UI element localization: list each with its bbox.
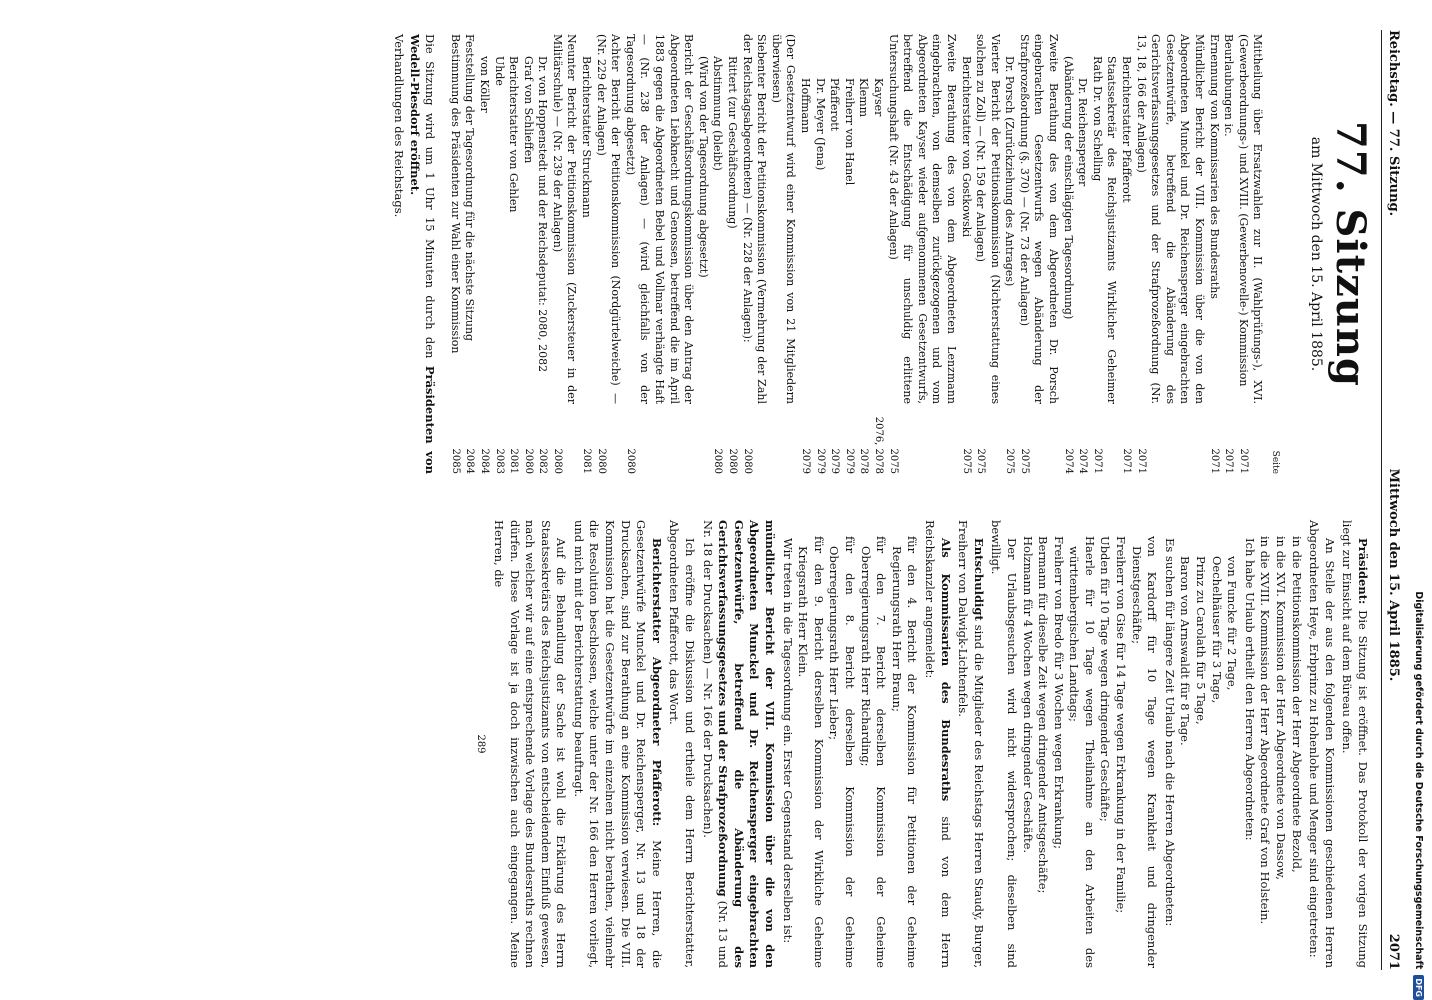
long-leave-entry: Freiherr von Bredo für 3 Wochen wegen Erkrankung; (1051, 536, 1066, 849)
toc-entry (870, 34, 885, 474)
toc-list (447, 34, 1264, 474)
toc-entry-page: 2075 (960, 448, 972, 474)
toc-entry-page: 2074 (1077, 448, 1089, 474)
toc-entry (885, 34, 958, 474)
toc-entry-page: 2075 (975, 448, 987, 474)
long-leave-entry: von Kardorff für 10 Tage wegen Krankheit und dringender Dienstgeschäfte; (1129, 536, 1160, 968)
toc-entry (579, 34, 594, 474)
long-leave-entry: Holzmann für 4 Wochen wegen dringender Geschäfte. (1020, 536, 1035, 854)
toc-entry (768, 34, 797, 474)
toc-entry-page: 2079 (800, 448, 811, 474)
commissioners-list (795, 520, 920, 968)
toc-entry (520, 34, 535, 474)
toc-entry-page: 2082 (537, 448, 549, 474)
paragraph-5: Der Urlaubsgesuchen wird nicht widersprochen; dieselben sind bewilligt. (989, 520, 1019, 968)
toc-entry-page: 2080 (551, 448, 563, 474)
excused-label: Entschuldigt (971, 538, 986, 621)
commissioner-entry: für den 4. Bericht der Kommission für Petitionen der Geheime Regierungsrath Herr Braun; (889, 536, 920, 968)
toc-entry-text: Mittheilung über Ersatzwahlen zur II. (Wahlprüfungs-), XVI. (Gewerbeordnungs-) und XVIII. (Gewerbenovelle-) Kommission (1236, 34, 1265, 404)
digitization-credit: Digitalisierung gefördert durch die Deutsche Forschungsgemeinschaft (1413, 591, 1425, 970)
proceedings-column (473, 520, 1370, 968)
toc-entry (724, 34, 739, 474)
running-header (1381, 30, 1404, 970)
toc-entry-text: Siebenter Bericht der Petitionskommission (Vermehrung der Zahl der Reichstagsabgeordneten) — (Nr. 228 der Anlagen): (740, 34, 769, 404)
paragraph-9-text: (Nr. 13 und Nr. 18 der Drucksachen) — Nr. 166 der Drucksachen). (700, 520, 731, 969)
toc-entry-page: 2075 (1004, 448, 1016, 474)
toc-entry (1206, 34, 1221, 474)
toc-entry-text: Kayser (871, 78, 885, 117)
toc-entry-text: Freiherr von Hanel (842, 78, 856, 186)
toc-entry-text: Bestimmung des Präsidenten zur Wahl einer Kommission (448, 34, 462, 354)
toc-entry-text: Hoffmann (799, 78, 812, 134)
toc-entry (1002, 34, 1017, 474)
toc-entry-page: 2078 (858, 448, 870, 474)
toc-entry-text: Bericht der Geschäftsordnungskommission über den Antrag der Abgeordneten Liebknecht und Genossen, betreffend die im April 1883 gegen die Abgeordneten Bebel und Vollmar verhängte Haft — (Nr. 238 der Anlagen) — (wird gleichfalls von der Tagesordnung abgesetzt) (623, 34, 696, 404)
toc-entry-text: Dr. Reichensperger (1076, 78, 1090, 187)
paragraph-1 (1339, 520, 1370, 968)
session-title: 77. Sitzung (1327, 121, 1374, 387)
toc-entry-text: Abstimmung (bleibt) (711, 56, 725, 171)
toc-entry-text: Staatssekretär des Reichsjustizamts Wirklicher Geheimer Rath Dr. von Schelling (1090, 56, 1119, 404)
toc-entry (1133, 34, 1206, 474)
toc-entry (491, 34, 506, 474)
toc-entry-text: (Wird von der Tagesordnung abgesetzt) (696, 56, 710, 278)
toc-entry-text: von Köller (477, 56, 491, 113)
toc-entry (462, 34, 477, 474)
toc-entry-text: Mündlicher Bericht der VIII. Kommission über die von den Abgeordneten Munckel und Dr. Reichensperger eingebrachten Gesetzentwürfe, betreffend die Abänderung des Gerichtsverfassungsgesetzes und der Strafprozeßordnung (Nr. 13, 18, 166 der Anlagen) (1134, 34, 1207, 404)
header-center: Mittwoch den 15. April 1885. (1386, 468, 1402, 682)
toc-entry (1118, 34, 1133, 474)
toc-entry-page: 2080 (727, 448, 739, 474)
leave-entry: Oechelhäuser für 3 Tage, (1209, 556, 1224, 704)
commissioner-entry: für den 7. Bericht derselben Kommission der Geheime Oberregierungsrath Herr Richarding; (858, 536, 889, 968)
speaker-rapporteur: Berichterstatter Abgeordneter Pfafferott: (649, 538, 664, 827)
paragraph-7 (921, 520, 952, 968)
paragraph-4: Es suchen für längere Zeit Urlaub nach die Herren Abgeordneten: (1162, 538, 1177, 927)
toc-entry-page: 2084 (478, 448, 490, 474)
toc-entry (1075, 34, 1090, 474)
toc-entry (958, 34, 973, 474)
table-of-contents-column (390, 34, 1282, 474)
toc-entry-page: 2071 (1091, 448, 1103, 474)
long-leave-entry: Ubden für 10 Tage wegen dringender Geschäfte; (1098, 536, 1113, 822)
toc-entry (739, 34, 768, 474)
toc-entry-page: 2074 (1062, 448, 1074, 474)
toc-entry (476, 34, 491, 474)
opening-suffix: Verhandlungen des Reichstags. (391, 34, 406, 218)
header-left: Reichstag. — 77. Sitzung. (1386, 30, 1402, 217)
toc-entry (710, 34, 725, 474)
session-date: am Mittwoch den 15. April 1885. (1308, 136, 1324, 372)
commission-entry: in die XVIII. Kommission der Herr Abgeordnete Graf von Holstein. (1258, 536, 1273, 925)
agenda-item-title: mündlicher Bericht der VIII. Kommission über die von den Abgeordneten Munckel und Dr. Reichensperger eingebrachten Gesetzentwürfe, betreffend die Abänderung des Gerichtsverfassungsgesetzes und der Strafprozeßordnung (716, 520, 778, 968)
toc-entry-page: 2081 (508, 448, 520, 474)
paragraph-11 (570, 520, 664, 968)
toc-entry-text: Ernennung von Kommissarien des Bundesraths (1207, 34, 1221, 299)
toc-entry-page: 2081 (581, 448, 593, 474)
leave-entry: Baron von Arnswaldt für 8 Tage. (1178, 556, 1193, 746)
paragraph-12: Auf die Behandlung der Sache ist wohl die Erklärung des Herrn Staatssekretärs des Reichsjustizamts von entscheidendem Einfluß gewesen, nach welcher wir auf eine entsprechende Vorlage des Bundesraths rechnen dürfen. Diese Vorlage ist ja doch inzwischen auch eingegangen. Meine Herren, die (491, 520, 569, 968)
toc-entry-text: Achter Bericht der Petitionskommission (Nordgürtelweiche) — (Nr. 229 der Anlagen) (594, 34, 623, 404)
toc-entry-text: Vierter Bericht der Petitionskommission (Nichterstattung eines solchen zu Zoll) — (Nr. 159 der Anlagen) (974, 34, 1002, 404)
header-page-number: 2071 (1386, 933, 1402, 970)
leave-entry: von Funcke für 2 Tage, (1225, 556, 1240, 691)
toc-entry-page: 2075 (1018, 448, 1030, 474)
toc-entry-page: 2085 (449, 448, 461, 474)
toc-entry-text: Zweite Berathung des von dem Abgeordneten Dr. Porsch eingebrachten Gesetzentwurfs wegen Abänderung der Strafprozeßordnung (§. 370) — (Nr. 73 der Anlagen) (1017, 34, 1061, 404)
toc-entry-text: Berichterstatter Pfafferott (1120, 56, 1134, 203)
paragraph-1-text: Die Sitzung ist eröffnet. Das Protokoll der vorigen Sitzung liegt zur Einsicht auf dem Büreau offen. (1340, 520, 1370, 969)
toc-entry-page: 2079 (829, 448, 841, 474)
paragraph-8: Wir treten in die Tagesordnung ein. Erster Gegenstand derselben ist: (780, 538, 795, 944)
toc-entry-text: (Abänderung der einschlägigen Tagesordnung) (1061, 56, 1075, 320)
toc-entry-page: 2071 (1237, 448, 1249, 474)
paragraph-7-text: sind von dem Herrn Reichskanzler angemeldet: (922, 520, 953, 969)
session-title-block (1308, 34, 1374, 474)
toc-entry (1221, 34, 1236, 474)
toc-entry (1060, 34, 1075, 474)
commissioner-entry: für den 8. Bericht derselben Kommission der Geheime Oberregierungsrath Herr Lieber; (827, 536, 857, 968)
leave-list (1177, 520, 1239, 968)
toc-entry-page: 2079 (814, 448, 826, 474)
paragraph-11-text: Meine Herren, die Gesetzentwürfe Munckel und Dr. Reichensperger, Nr. 13 und 18 der Drucksachen, sind zur Berathung an eine Kommission verwiesen. Die VIII. Kommission hat die Gesetzentwürfe im einzelnen nicht berathen, vielmehr die Resolution beschlossen, welche unter der Nr. 166 den Herren vorliegt, und mich mit der Berichterstattung beauftragt. (571, 520, 664, 969)
toc-entry (447, 34, 462, 474)
opening-statement (390, 34, 437, 474)
toc-entry-text: Dr. Porsch (Zurückziehung des Antrages) (1003, 56, 1017, 287)
toc-entry-text: Berichterstatter Struckmann (580, 56, 594, 218)
leave-entry: Prinz zu Carolath für 5 Tage, (1194, 556, 1209, 725)
toc-entry (797, 34, 812, 474)
toc-entry-text: Berichterstatter von Gehlen (507, 56, 521, 213)
toc-entry (827, 34, 842, 474)
toc-entry (1235, 34, 1264, 474)
toc-entry (593, 34, 622, 474)
paragraph-6 (955, 520, 986, 968)
digitization-stamp (1408, 4, 1430, 1000)
long-leave-entry: Haerle für 10 Tage wegen Theilnahme an den Arbeiten des württembergischen Landtags; (1067, 536, 1097, 968)
toc-entry-text: Dr. Meyer (Jena) (813, 78, 827, 171)
dfg-logo: DFG (1414, 975, 1425, 1000)
toc-entry (841, 34, 856, 474)
toc-entry-text: Zweite Berathung des von dem Abgeordneten Lenzmann eingebrachten, von demselben zurückgezogenen und vom Abgeordneten Kayser wieder aufgenommenen Gesetzentwurfs, betreffend die Entschädigung für unschuldig erlittene Untersuchungshaft (Nr. 43 der Anlagen) (886, 34, 958, 404)
toc-entry-text: Klemm (857, 78, 871, 118)
toc-entry-text: Rittert (zur Geschäftsordnung) (726, 56, 740, 229)
seite-label: Seite (1270, 450, 1280, 474)
long-leave-entry: Bermann für dieselbe Zeit wegen dringender Amtsgeschäfte; (1036, 536, 1051, 894)
toc-entry (1016, 34, 1060, 474)
opening-bold: Präsidenten von Wedell-Piesdorf eröffnet. (407, 34, 438, 474)
toc-entry (622, 34, 695, 474)
toc-entry-page: 2079 (843, 448, 855, 474)
toc-entry-text: Berichterstatter von Gostkowski (959, 56, 973, 237)
toc-entry-text: Beurlaubungen ic. (1222, 34, 1236, 137)
paragraph-2: An Stelle der aus den folgenden Kommissionen geschiedenen Herren Abgeordneten Heye, Erbprinz zu Hohenlohe und Menger sind eingetreten: (1307, 520, 1337, 968)
toc-entry (695, 34, 710, 474)
toc-entry (506, 34, 521, 474)
toc-entry-page: 2080 (741, 448, 753, 474)
toc-entry-text: Feststellung der Tagesordnung für die nächste Sitzung (463, 34, 477, 342)
toc-entry-text: Uhde (492, 56, 506, 86)
toc-entry-page: 2076, 2078 (872, 416, 884, 474)
long-leave-list (1019, 520, 1159, 968)
paragraph-6-text: sind die Mitglieder des Reichstags Herren Staudy, Burger, Freiherr von Dalwigk-Lichtenfels. (956, 520, 986, 968)
commission-entry: in die Petitionskommission der Herr Abgeordnete Bezold, (1289, 536, 1304, 873)
opening-prefix: Die Sitzung wird um 1 Uhr 15 Minuten durch den (423, 34, 438, 359)
toc-entry-text: (Der Gesetzentwurf wird einer Kommission von 21 Mitgliedern überwiesen) (769, 34, 798, 404)
toc-entry-text: Neunter Bericht der Petitionskommission (Zuckersteuer in der Militärschule) — (Nr. 239 der Anlagen) (550, 34, 579, 404)
toc-entry-page: 2071 (1208, 448, 1220, 474)
commissioners-label: Als Kommissarien des Bundesraths (938, 538, 953, 802)
toc-entry (856, 34, 871, 474)
toc-entry (535, 34, 550, 474)
commissioner-entry: für den 9. Bericht derselben Kommission der Wirkliche Geheime Kriegsrath Herr Klein. (796, 536, 826, 968)
speaker-president: Präsident: (1356, 538, 1370, 605)
commission-entry: in die XVI. Kommission der Herr Abgeordnete von Dassow, (1274, 536, 1289, 880)
toc-entry (1089, 34, 1118, 474)
toc-entry-page: 2080 (624, 448, 636, 474)
toc-entry-page: 2071 (1121, 448, 1133, 474)
toc-entry-page: 2084 (464, 448, 476, 474)
toc-entry-page: 2071 (1223, 448, 1235, 474)
toc-entry-page: 2080 (712, 448, 724, 474)
toc-entry-page: 2083 (493, 448, 505, 474)
toc-entry-text: Dr. von Hoppenstedt und der Reichsdeputat: 2080, 2082 (536, 56, 550, 373)
toc-entry-text: Graf von Schlieffen (521, 56, 535, 164)
toc-entry-page: 2071 (1135, 448, 1147, 474)
toc-entry-page: 2080 (595, 448, 607, 474)
paragraph-9 (699, 520, 777, 968)
long-leave-entry: Freiherr von Gise für 14 Tage wegen Erkrankung in der Familie; (1114, 536, 1129, 914)
commission-list (1257, 520, 1304, 968)
paragraph-3: Ich habe Urlaub ertheilt den Herren Abgeordneten: (1242, 538, 1257, 841)
toc-entry (549, 34, 578, 474)
paragraph-10: Ich eröffne die Diskussion und ertheile dem Herrn Berichterstatter, Abgeordneten Pfafferott, das Wort. (667, 520, 698, 968)
toc-entry-page: 2080 (522, 448, 534, 474)
toc-entry (812, 34, 827, 474)
sheet-number: 289 (475, 734, 487, 754)
toc-entry (973, 34, 1002, 474)
toc-entry-page: 2075 (887, 448, 899, 474)
toc-entry-text: Pfafferott (828, 78, 842, 132)
